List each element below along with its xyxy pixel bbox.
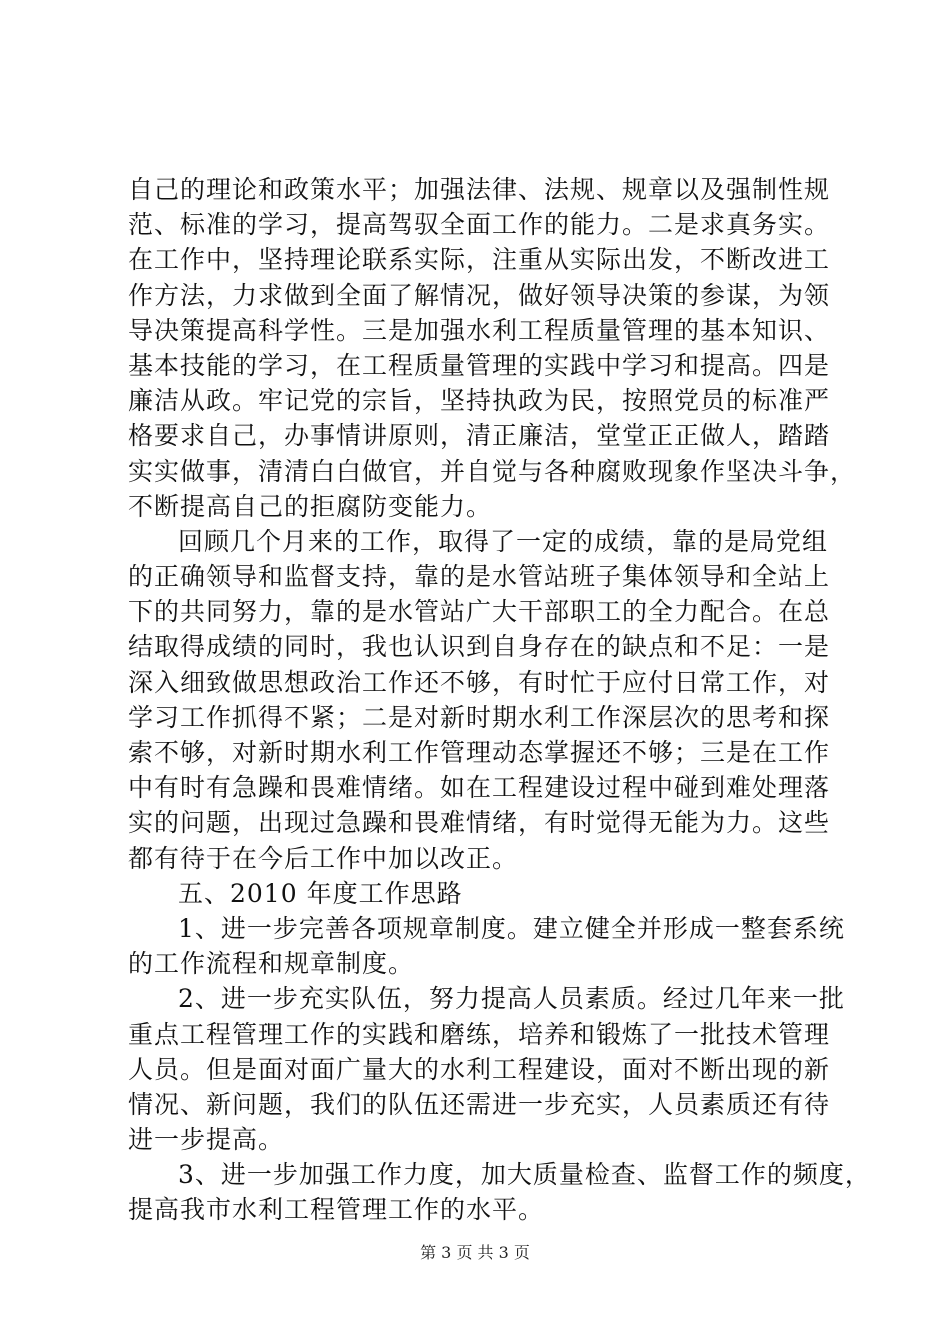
text-line: 的正确领导和监督支持，靠的是水管站班子集体领导和全站上 (128, 562, 831, 592)
text-line: 不断提高自己的拒腐防变能力。 (128, 491, 493, 521)
text-line: 深入细致做思想政治工作还不够，有时忙于应付日常工作，对 (128, 667, 831, 697)
paragraph (128, 172, 857, 524)
document-body (128, 172, 871, 1228)
text-line: 进一步提高。 (128, 1125, 285, 1155)
text-line: 中有时有急躁和畏难情绪。如在工程建设过程中碰到难处理落 (128, 773, 831, 803)
text-line: 3、进一步加强工作力度，加大质量检查、监督工作的频度， (178, 1160, 871, 1190)
paragraph (128, 1157, 871, 1227)
text-line: 在工作中，坚持理论联系实际，注重从实际出发，不断改进工 (128, 245, 831, 275)
text-line: 都有待于在今后工作中加以改正。 (128, 843, 519, 873)
paragraph (128, 981, 845, 1157)
paragraph (128, 911, 845, 981)
text-line: 格要求自己，办事情讲原则，清正廉洁，堂堂正正做人，踏踏 (128, 421, 831, 451)
text-line: 人员。但是面对面广量大的水利工程建设，面对不断出现的新 (128, 1054, 831, 1084)
paragraph (128, 524, 831, 876)
text-line: 实实做事，清清白白做官，并自觉与各种腐败现象作坚决斗争， (128, 456, 857, 486)
text-line: 廉洁从政。牢记党的宗旨，坚持执政为民，按照党员的标准严 (128, 386, 831, 416)
page-footer: 第 3 页 共 3 页 (420, 1243, 530, 1262)
text-line: 情况、新问题，我们的队伍还需进一步充实，人员素质还有待 (128, 1089, 831, 1119)
text-line: 提高我市水利工程管理工作的水平。 (128, 1195, 545, 1225)
text-line: 范、标准的学习，提高驾驭全面工作的能力。二是求真务实。 (128, 210, 831, 240)
text-line: 重点工程管理工作的实践和磨练，培养和锻炼了一批技术管理 (128, 1019, 831, 1049)
text-line: 自己的理论和政策水平；加强法律、法规、规章以及强制性规 (128, 175, 831, 204)
text-line: 回顾几个月来的工作，取得了一定的成绩，靠的是局党组 (178, 526, 829, 556)
text-line: 结取得成绩的同时，我也认识到自身存在的缺点和不足：一是 (128, 632, 831, 662)
text-line: 的工作流程和规章制度。 (128, 949, 415, 979)
text-line: 索不够，对新时期水利工作管理动态掌握还不够；三是在工作 (128, 738, 831, 767)
text-line: 实的问题，出现过急躁和畏难情绪，有时觉得无能为力。这些 (128, 808, 831, 838)
text-line: 学习工作抓得不紧；二是对新时期水利工作深层次的思考和探 (128, 702, 831, 732)
text-line: 导决策提高科学性。三是加强水利工程质量管理的基本知识、 (128, 315, 831, 345)
text-line: 2、进一步充实队伍，努力提高人员素质。经过几年来一批 (178, 984, 845, 1014)
text-line: 五、2010 年度工作思路 (178, 878, 463, 908)
paragraph (128, 876, 828, 911)
text-line: 1、进一步完善各项规章制度。建立健全并形成一整套系统 (178, 913, 845, 943)
text-line: 基本技能的学习，在工程质量管理的实践中学习和提高。四是 (128, 350, 831, 380)
text-line: 作方法，力求做到全面了解情况，做好领导决策的参谋，为领 (128, 280, 831, 310)
text-line: 下的共同努力，靠的是水管站广大干部职工的全力配合。在总 (128, 597, 831, 627)
